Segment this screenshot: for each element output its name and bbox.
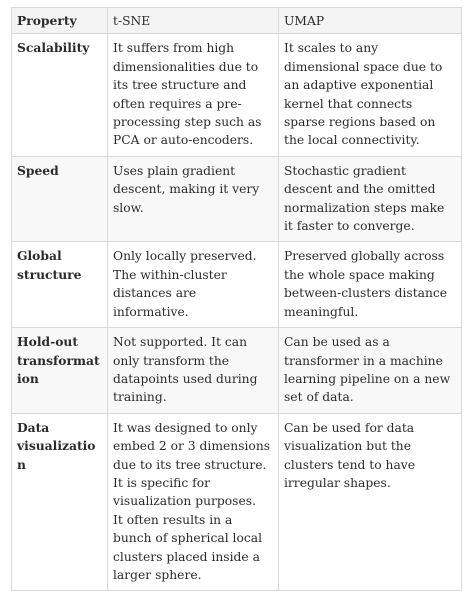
- header-row: [12, 8, 462, 34]
- cell-property: [12, 34, 108, 156]
- table-row: [12, 34, 462, 156]
- cell-property-text: Speed: [17, 162, 59, 178]
- cell-property: [12, 413, 108, 591]
- comparison-table: [11, 7, 462, 591]
- cell-tsne: [108, 413, 279, 591]
- cell-tsne-text: It was designed to only embed 2 or 3 dimensions due to its tree structure. It is specific for visualization purposes.: [113, 420, 271, 509]
- cell-umap-text: Stochastic gradient descent and the omitted normalization steps make it faster to converge.: [284, 163, 445, 234]
- cell-umap-text: It scales to any dimensional space due to an adaptive exponential kernel that connects sparse regions based on the local connectivity.: [284, 41, 443, 148]
- cell-tsne: [108, 328, 279, 414]
- header-property: Property: [12, 8, 108, 34]
- cell-tsne-text: Only locally preserved. The within-cluster distances are informative.: [113, 249, 257, 319]
- cell-tsne: [108, 34, 279, 156]
- cell-property: [12, 156, 108, 242]
- table-row: [12, 328, 462, 414]
- table-row: [12, 156, 462, 242]
- cell-property: [12, 242, 108, 328]
- cell-tsne-text: Uses plain gradient descent, making it very slow.: [113, 163, 260, 215]
- table-row: [12, 413, 462, 591]
- cell-property-text: transformation: [17, 352, 100, 386]
- cell-umap-text: Can be used for data visualization but the clusters tend to have irregular shapes.: [284, 420, 416, 490]
- cell-umap: [279, 34, 462, 156]
- cell-property-text: Scalability: [17, 40, 90, 56]
- cell-umap: [279, 242, 462, 328]
- cell-property: [12, 328, 108, 414]
- header-tsne: t-SNE: [108, 8, 279, 34]
- cell-tsne-text: It suffers from high dimensionalities due to its tree structure and often requires a pre-processing step such as PCA or auto-encoders.: [113, 41, 262, 148]
- cell-tsne-text: Not supported. It can only transform the datapoints used during training.: [113, 335, 258, 405]
- cell-tsne: [108, 242, 279, 328]
- cell-property-text: Hold-out: [17, 334, 79, 350]
- cell-umap-text: Preserved globally across the whole space making between-clusters distance meaningful.: [284, 249, 448, 319]
- cell-property-text: visualization: [17, 438, 96, 472]
- cell-umap: [279, 328, 462, 414]
- cell-tsne: [108, 156, 279, 242]
- cell-property-text: Data: [17, 419, 50, 435]
- header-umap: UMAP: [279, 8, 462, 34]
- cell-umap-text: Can be used as a transformer in a machine learning pipeline on a new set of data.: [284, 335, 451, 405]
- cell-property-text: Global: [17, 248, 62, 264]
- table-row: [12, 242, 462, 328]
- cell-property-text: structure: [17, 266, 82, 282]
- cell-umap: [279, 413, 462, 591]
- cell-umap: [279, 156, 462, 242]
- cell-tsne-text: It often results in a bunch of spherical local clusters placed inside a larger sphere.: [113, 512, 263, 582]
